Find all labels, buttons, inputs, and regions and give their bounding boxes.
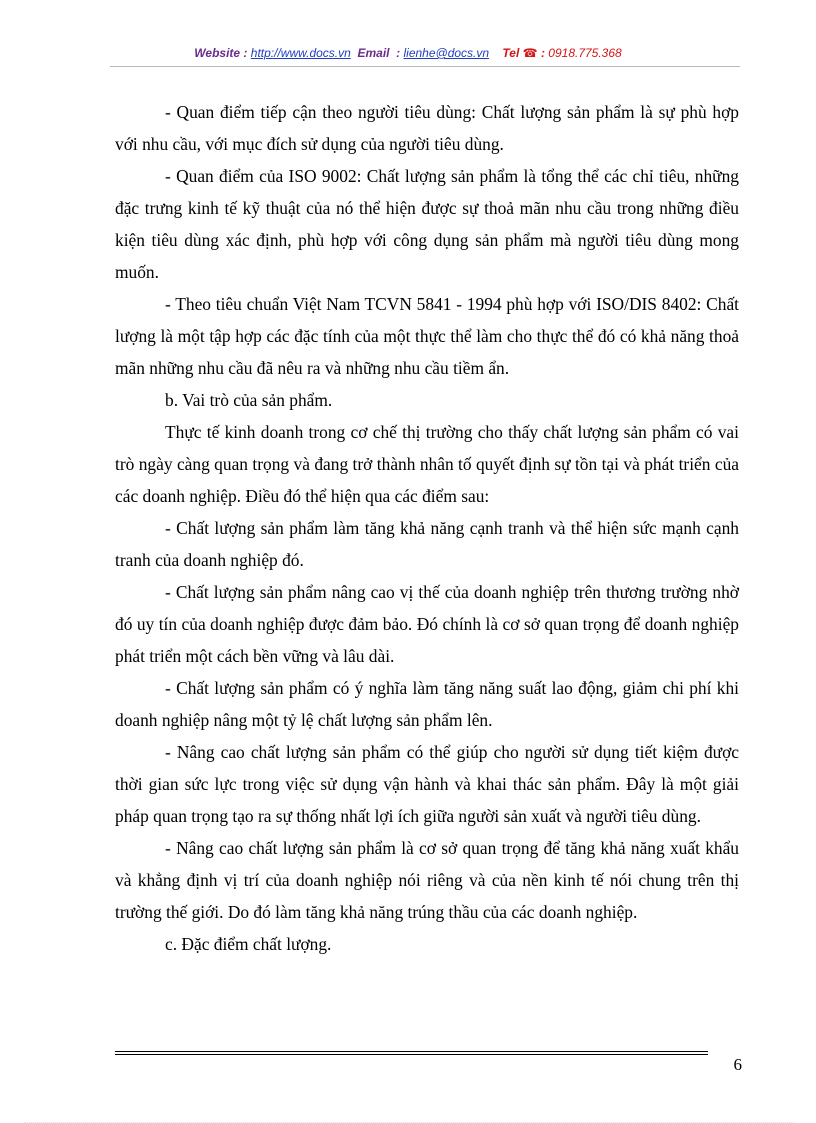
paragraph-business-reality: Thực tế kinh doanh trong cơ chế thị trường cho thấy chất lượng sản phẩm có vai trò ngày càng quan trọng và đang trở thành nhân tố quyết định sự tồn tại và phát triển của các doanh nghiệp. Điều đó thể hiện qua các điểm sau: xyxy=(115,422,739,506)
tel-label: Tel xyxy=(502,46,520,60)
page-header: Website : http://www.docs.vn Email : lienhe@docs.vn Tel ☎ : 0918.775.368 xyxy=(194,46,622,60)
email-label: Email xyxy=(357,46,390,60)
paragraph-user-savings: - Nâng cao chất lượng sản phẩm có thể giúp cho người sử dụng tiết kiệm được thời gian sức lực trong việc sử dụng vận hành và khai thác sản phẩm. Đây là một giải pháp quan trọng tạo ra sự thống nhất lợi ích giữa người sản xuất và người tiêu dùng. xyxy=(115,742,739,826)
paragraph-tcvn-standard: - Theo tiêu chuẩn Việt Nam TCVN 5841 - 1994 phù hợp với ISO/DIS 8402: Chất lượng là một tập hợp các đặc tính của một thực thể làm cho thực thể đó có khả năng thoả mãn những nhu cầu đã nêu ra và những nhu cầu tiềm ẩn. xyxy=(115,294,739,378)
header-divider xyxy=(110,66,740,67)
paragraph-consumer-view: - Quan điểm tiếp cận theo người tiêu dùng: Chất lượng sản phẩm là sự phù hợp với nhu cầu, với mục đích sử dụng của người tiêu dùng. xyxy=(115,102,739,154)
phone-icon: ☎ xyxy=(522,46,538,60)
email-link[interactable]: lienhe@docs.vn xyxy=(403,46,490,60)
website-link[interactable]: http://www.docs.vn xyxy=(250,46,351,60)
page-number: 6 xyxy=(733,1055,742,1074)
paragraph-competitiveness: - Chất lượng sản phẩm làm tăng khả năng cạnh tranh và thể hiện sức mạnh cạnh tranh của doanh nghiệp đó. xyxy=(115,518,739,570)
paragraph-market-position: - Chất lượng sản phẩm nâng cao vị thế của doanh nghiệp trên thương trường nhờ đó uy tín của doanh nghiệp được đảm bảo. Đó chính là cơ sở quan trọng để doanh nghiệp phát triển một cách bền vững và lâu dài. xyxy=(115,582,739,666)
website-label: Website xyxy=(194,46,241,60)
footer-divider-top xyxy=(115,1051,708,1052)
paragraph-productivity: - Chất lượng sản phẩm có ý nghĩa làm tăng năng suất lao động, giảm chi phí khi doanh nghiệp nâng một tỷ lệ chất lượng sản phẩm lên. xyxy=(115,678,739,730)
paragraph-iso-9002-view: - Quan điểm của ISO 9002: Chất lượng sản phẩm là tổng thể các chỉ tiêu, những đặc trưng kinh tế kỹ thuật của nó thể hiện được sự thoả mãn nhu cầu trong những điều kiện tiêu dùng xác định, phù hợp với công dụng sản phẩm mà người tiêu dùng mong muốn. xyxy=(115,166,739,282)
section-heading-role: b. Vai trò của sản phẩm. xyxy=(165,390,333,410)
document-body xyxy=(115,96,739,960)
tel-number: 0918.775.368 xyxy=(548,46,622,60)
footer-divider-bottom xyxy=(115,1054,708,1055)
paragraph-export: - Nâng cao chất lượng sản phẩm là cơ sở quan trọng để tăng khả năng xuất khẩu và khẳng định vị trí của doanh nghiệp nói riêng và của nền kinh tế nói chung trên thị trường thế giới. Do đó làm tăng khả năng trúng thầu của các doanh nghiệp. xyxy=(115,838,739,922)
section-heading-characteristics: c. Đặc điểm chất lượng. xyxy=(165,934,332,954)
